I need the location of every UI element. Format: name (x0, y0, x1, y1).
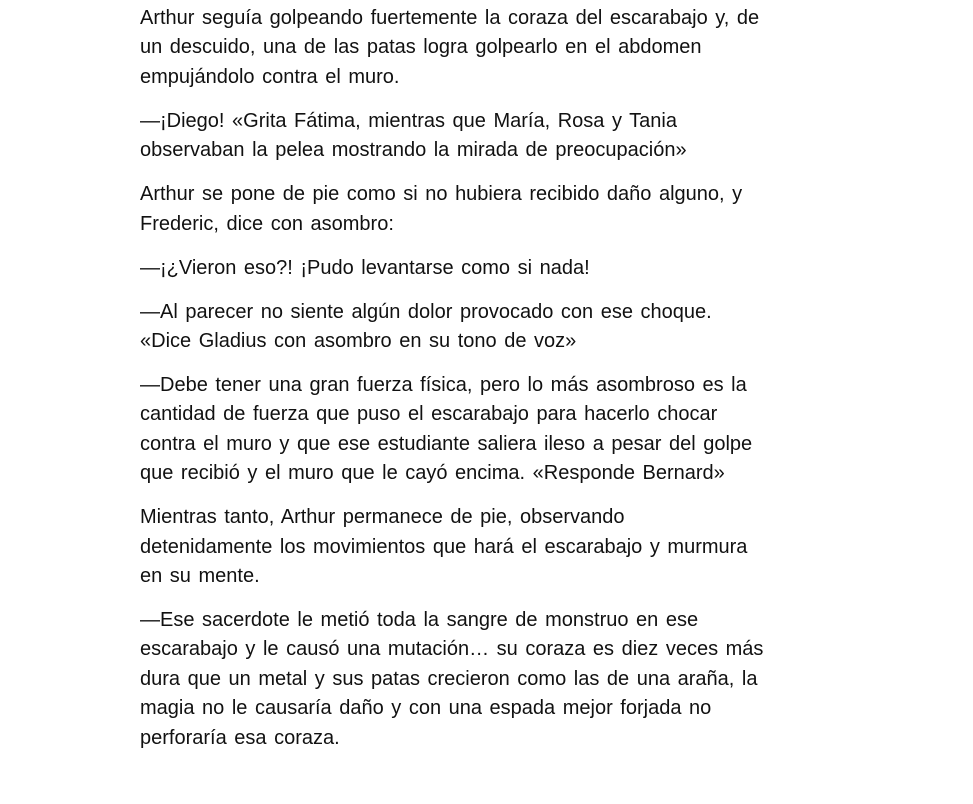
text-line: Arthur seguía golpeando fuertemente la coraza del escarabajo y, de (140, 7, 760, 29)
text-line: —¡¿Vieron eso?! ¡Pudo levantarse como si nada! (140, 256, 590, 279)
text-line: empujándolo contra el muro. (140, 65, 400, 88)
text-line: magia no le causaría daño y con una espada mejor forjada no (140, 697, 712, 720)
paragraph-3 (140, 180, 830, 239)
text-line: —¡Diego! «Grita Fátima, mientras que María, Rosa y Tania (140, 109, 677, 132)
text-line: Frederic, dice con asombro: (140, 212, 394, 235)
text-line: —Ese sacerdote le metió toda la sangre de monstruo en ese (140, 609, 699, 632)
text-line: —Al parecer no siente algún dolor provocado con ese choque. (140, 300, 712, 323)
document-page (140, 4, 830, 768)
text-line: Mientras tanto, Arthur permanece de pie, observando (140, 506, 625, 529)
text-line: detenidamente los movimientos que hará el escarabajo y murmura (140, 535, 748, 558)
text-line: observaban la pelea mostrando la mirada de preocupación» (140, 139, 687, 162)
paragraph-2 (140, 107, 830, 166)
paragraph-7 (140, 503, 830, 591)
paragraph-6 (140, 371, 830, 489)
text-line: en su mente. (140, 565, 260, 588)
text-line: un descuido, una de las patas logra golpearlo en el abdomen (140, 36, 702, 59)
text-line: que recibió y el muro que le cayó encima. «Responde Bernard» (140, 462, 725, 485)
text-line: Arthur se pone de pie como si no hubiera recibido daño alguno, y (140, 183, 743, 206)
paragraph-4 (140, 254, 830, 283)
paragraph-8 (140, 606, 830, 753)
text-line: —Debe tener una gran fuerza física, pero lo más asombroso es la (140, 374, 747, 397)
paragraph-5 (140, 298, 830, 357)
text-line: escarabajo y le causó una mutación… su coraza es diez veces más (140, 638, 764, 661)
text-line: «Dice Gladius con asombro en su tono de voz» (140, 330, 577, 353)
text-line: dura que un metal y sus patas crecieron como las de una araña, la (140, 667, 758, 690)
text-line: cantidad de fuerza que puso el escarabajo para hacerlo chocar (140, 403, 718, 426)
paragraph-1 (140, 4, 830, 92)
text-line: perforaría esa coraza. (140, 726, 340, 749)
text-line: contra el muro y que ese estudiante saliera ileso a pesar del golpe (140, 432, 753, 455)
